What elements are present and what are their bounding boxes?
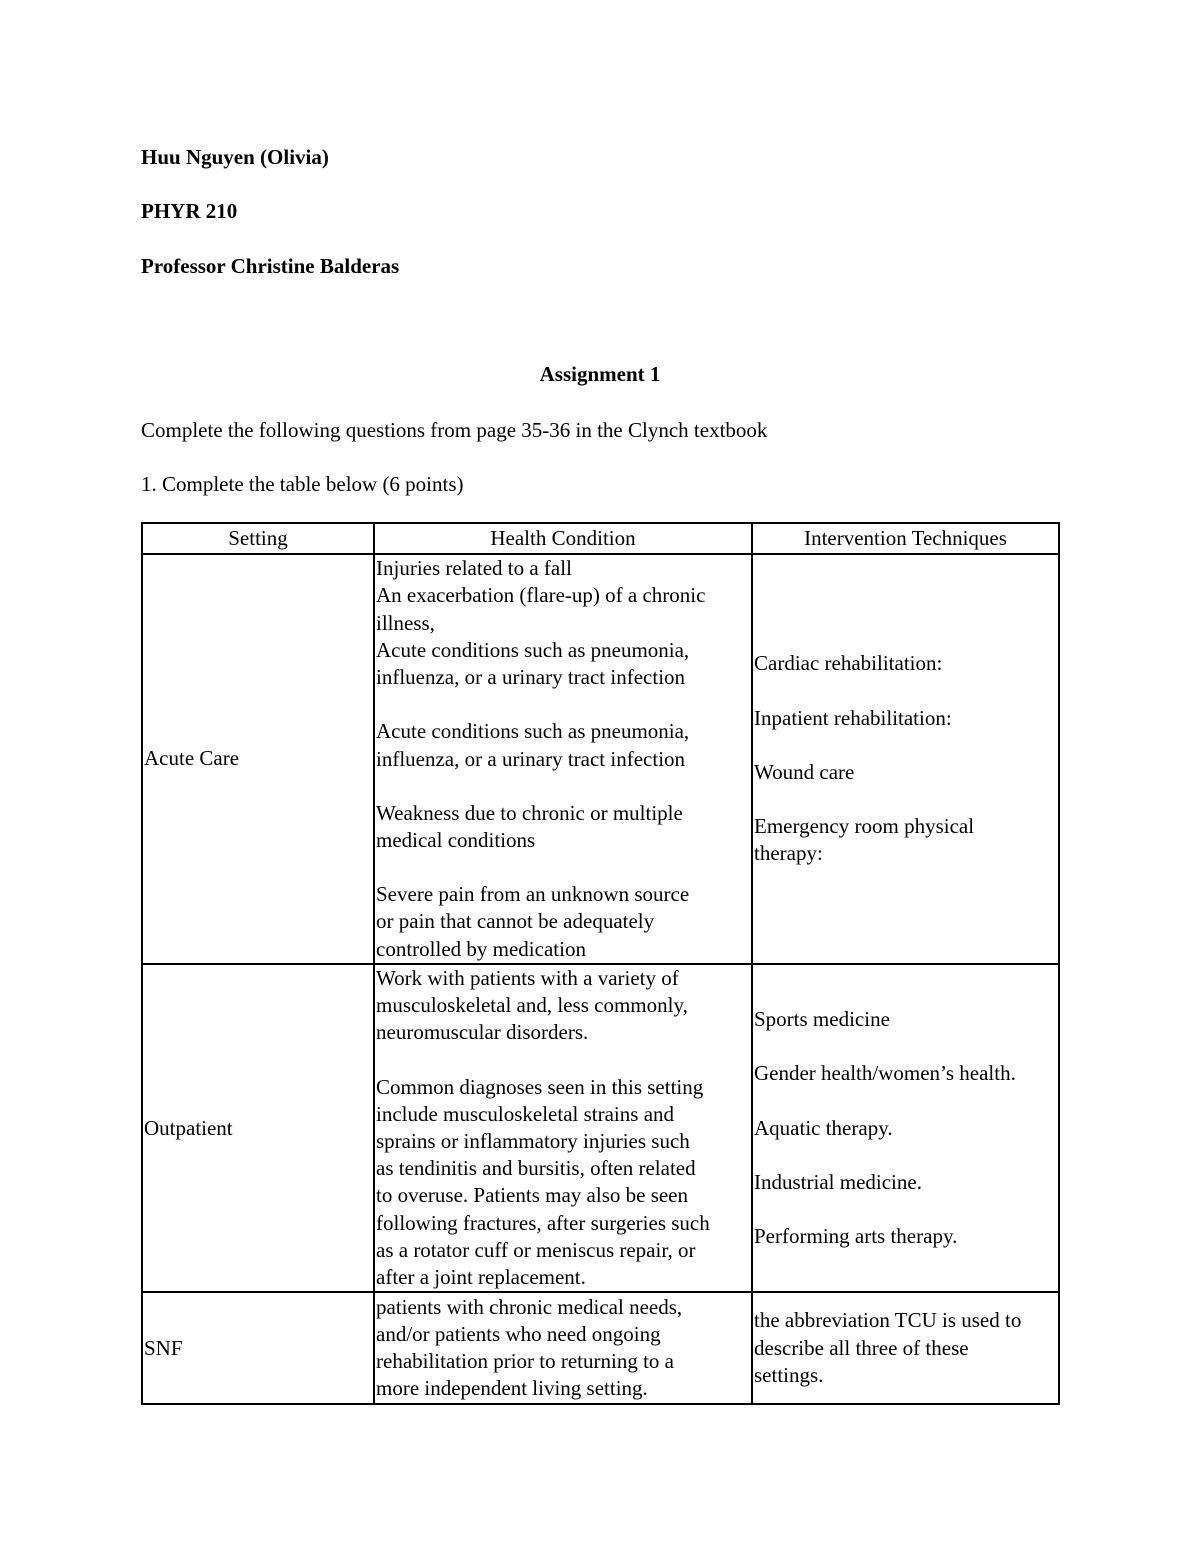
cell-text-line: medical conditions	[376, 827, 536, 852]
cell-text-line: Emergency room physical	[754, 814, 975, 839]
cell-text-line: Wound care	[754, 759, 855, 784]
table-row-outpatient	[142, 964, 1059, 1292]
paragraph-gap	[754, 1088, 1057, 1115]
cell-text-line: Work with patients with a variety of	[376, 966, 679, 990]
cell-text-line: Weakness due to chronic or multiple	[376, 800, 683, 825]
cell-text-line: An exacerbation (flare-up) of a chronic	[376, 583, 706, 608]
setting-cell: Outpatient	[142, 964, 374, 1292]
cell-text-line: Industrial medicine.	[754, 1169, 922, 1194]
cell-text-line: Acute conditions such as pneumonia,	[376, 719, 690, 744]
intervention-cell	[752, 554, 1059, 964]
paragraph-gap	[754, 732, 1057, 759]
paragraph-gap	[376, 691, 750, 718]
paragraph-gap	[376, 773, 750, 800]
intervention-cell	[752, 964, 1059, 1292]
cell-text-line: the abbreviation TCU is used to	[754, 1308, 1022, 1333]
question-1: 1. Complete the table below (6 points)	[141, 472, 464, 496]
health-condition-cell	[374, 554, 752, 964]
table-row-acute-care	[142, 554, 1059, 964]
cell-text-line: Inpatient rehabilitation:	[754, 705, 952, 730]
cell-text-line: or pain that cannot be adequately	[376, 909, 655, 934]
cell-text-line: Injuries related to a fall	[376, 556, 572, 581]
cell-text-line: describe all three of these	[754, 1335, 969, 1360]
cell-text-line: Acute conditions such as pneumonia,	[376, 637, 690, 662]
cell-text-line: illness,	[376, 610, 435, 635]
cell-text-line: Severe pain from an unknown source	[376, 882, 690, 907]
cell-text-line: include musculoskeletal strains and	[376, 1101, 675, 1126]
paragraph-gap	[754, 1196, 1057, 1223]
assignment-title: Assignment 1	[539, 362, 661, 386]
table-header-row	[142, 523, 1059, 554]
paragraph-gap	[754, 678, 1057, 705]
cell-text-line: influenza, or a urinary tract infection	[376, 746, 686, 771]
cell-text-line: patients with chronic medical needs,	[376, 1294, 683, 1319]
cell-text-line: more independent living setting.	[376, 1376, 648, 1401]
cell-text-line: Common diagnoses seen in this setting	[376, 1074, 704, 1099]
course-code: PHYR 210	[141, 199, 238, 223]
column-header-health-condition: Health Condition	[374, 523, 752, 554]
health-condition-cell	[374, 964, 752, 1292]
paragraph-gap	[376, 1047, 750, 1074]
cell-text-line: as a rotator cuff or meniscus repair, or	[376, 1237, 696, 1262]
cell-text-line: therapy:	[754, 841, 823, 866]
cell-text-line: after a joint replacement.	[376, 1265, 586, 1290]
paragraph-gap	[754, 1033, 1057, 1060]
setting-cell: Acute Care	[142, 554, 374, 964]
paragraph-gap	[754, 1142, 1057, 1169]
table-row-snf	[142, 1292, 1059, 1404]
professor-name: Professor Christine Balderas	[141, 254, 400, 278]
paragraph-gap	[376, 854, 750, 881]
cell-text-line: and/or patients who need ongoing	[376, 1322, 661, 1347]
cell-text-line: sprains or inflammatory injuries such	[376, 1129, 690, 1154]
intervention-cell	[752, 1292, 1059, 1404]
cell-text-line: Performing arts therapy.	[754, 1223, 958, 1248]
cell-text-line: influenza, or a urinary tract infection	[376, 665, 686, 690]
settings-table	[141, 522, 1060, 1405]
health-condition-cell	[374, 1292, 752, 1404]
cell-text-line: neuromuscular disorders.	[376, 1020, 589, 1045]
cell-text-line: Cardiac rehabilitation:	[754, 651, 943, 676]
cell-text-line: settings.	[754, 1362, 824, 1387]
cell-text-line: musculoskeletal and, less commonly,	[376, 993, 688, 1018]
cell-text-line: to overuse. Patients may also be seen	[376, 1183, 689, 1208]
cell-text-line: rehabilitation prior to returning to a	[376, 1349, 674, 1374]
assignment-instructions: Complete the following questions from page 35-36 in the Clynch textbook	[141, 418, 768, 442]
cell-text-line: Gender health/women’s health.	[754, 1061, 1016, 1086]
student-name: Huu Nguyen (Olivia)	[141, 145, 329, 169]
cell-text-line: controlled by medication	[376, 936, 586, 961]
cell-text-line: following fractures, after surgeries such	[376, 1210, 710, 1235]
paragraph-gap	[754, 786, 1057, 813]
column-header-intervention-techniques: Intervention Techniques	[752, 523, 1059, 554]
setting-cell: SNF	[142, 1292, 374, 1404]
cell-text-line: Sports medicine	[754, 1007, 890, 1032]
cell-text-line: Aquatic therapy.	[754, 1115, 893, 1140]
cell-text-line: as tendinitis and bursitis, often related	[376, 1156, 696, 1181]
column-header-setting: Setting	[142, 523, 374, 554]
